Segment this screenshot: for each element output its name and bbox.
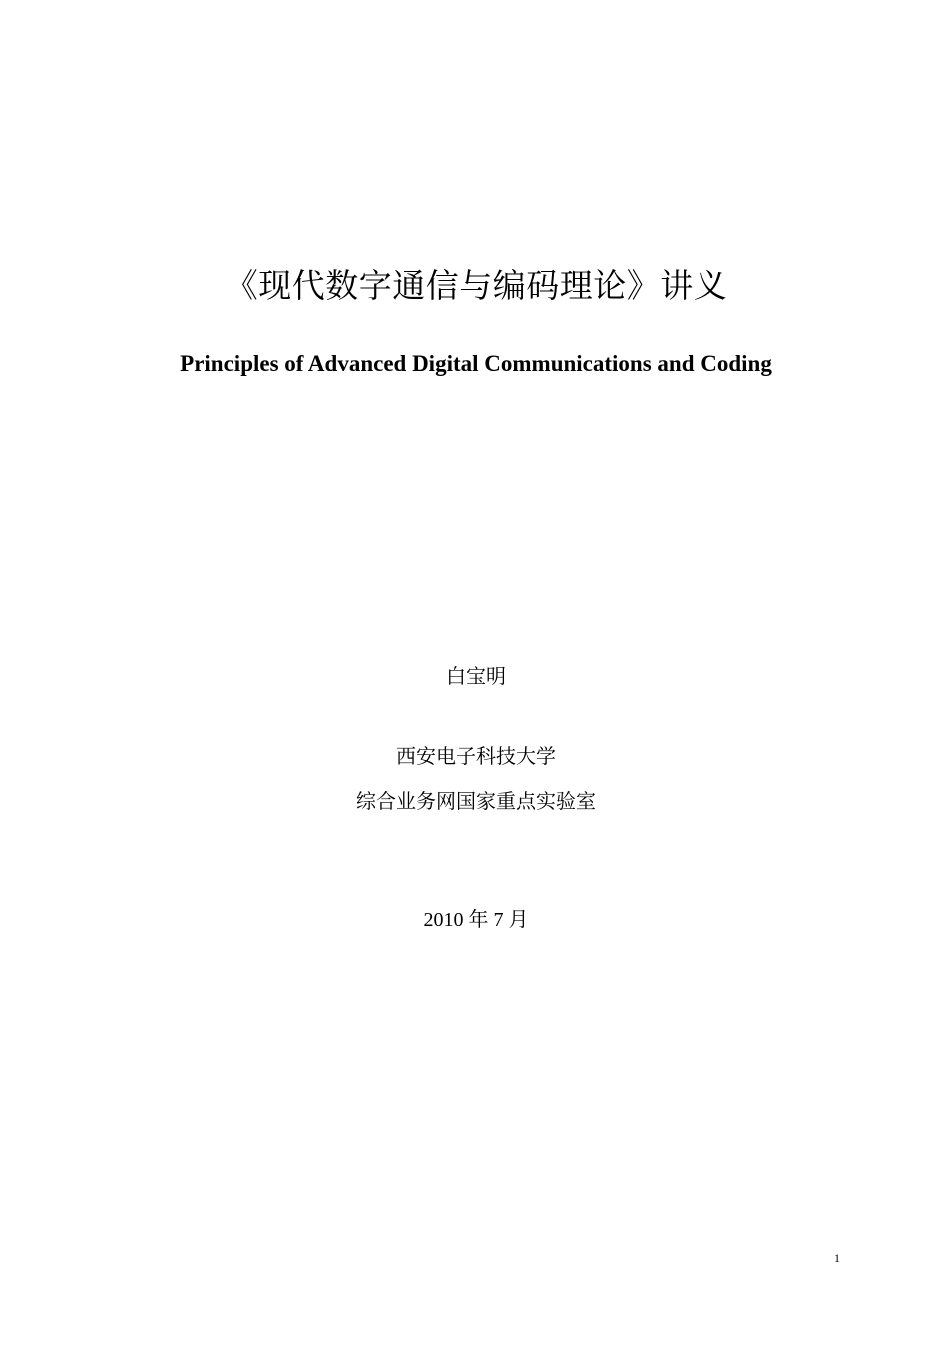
university-name: 西安电子科技大学: [396, 744, 556, 768]
lab-name: 综合业务网国家重点实验室: [356, 789, 596, 813]
author-name: 白宝明: [446, 664, 506, 688]
page-number: 1: [834, 1251, 840, 1265]
chinese-title: 《现代数字通信与编码理论》讲义: [224, 266, 728, 305]
publication-date: 2010 年 7 月: [423, 909, 529, 931]
english-title: Principles of Advanced Digital Communications and Coding: [180, 351, 772, 376]
